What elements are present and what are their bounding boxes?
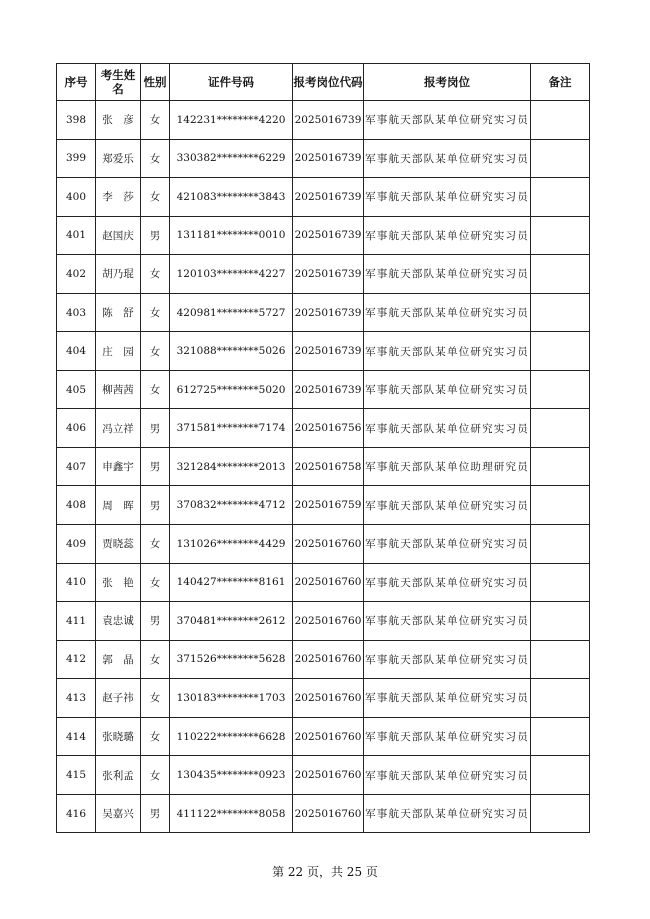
name-cell: 周 晖 — [96, 486, 141, 525]
gender-cell: 男 — [141, 602, 170, 641]
name-cell: 李 莎 — [96, 178, 141, 217]
remarks-cell — [531, 293, 590, 332]
table-row — [57, 756, 590, 795]
gender-cell: 男 — [141, 447, 170, 486]
serial-cell: 402 — [57, 255, 96, 294]
table-header-row — [57, 64, 590, 101]
id-number-cell: 411122********8058 — [170, 794, 293, 833]
serial-cell: 411 — [57, 602, 96, 641]
gender-cell: 男 — [141, 486, 170, 525]
table-row — [57, 370, 590, 409]
table-row — [57, 293, 590, 332]
serial-cell: 399 — [57, 139, 96, 178]
serial-cell: 398 — [57, 101, 96, 140]
id-number-cell: 421083********3843 — [170, 178, 293, 217]
position-code-cell: 2025016760 — [293, 525, 364, 564]
remarks-cell — [531, 447, 590, 486]
gender-cell: 女 — [141, 255, 170, 294]
gender-cell: 女 — [141, 756, 170, 795]
position-code-cell: 2025016739 — [293, 216, 364, 255]
id-number-cell: 120103********4227 — [170, 255, 293, 294]
gender-cell: 男 — [141, 409, 170, 448]
position-cell: 军事航天部队某单位研究实习员 — [364, 525, 531, 564]
id-number-cell: 321088********5026 — [170, 332, 293, 371]
header-position: 报考岗位 — [364, 64, 531, 101]
table-row — [57, 640, 590, 679]
position-code-cell: 2025016760 — [293, 679, 364, 718]
gender-cell: 女 — [141, 640, 170, 679]
serial-cell: 415 — [57, 756, 96, 795]
table-row — [57, 216, 590, 255]
id-number-cell: 371526********5628 — [170, 640, 293, 679]
remarks-cell — [531, 640, 590, 679]
id-number-cell: 131026********4429 — [170, 525, 293, 564]
remarks-cell — [531, 794, 590, 833]
name-cell: 赵国庆 — [96, 216, 141, 255]
name-cell: 吴嘉兴 — [96, 794, 141, 833]
position-code-cell: 2025016758 — [293, 447, 364, 486]
name-cell: 申鑫宇 — [96, 447, 141, 486]
position-code-cell: 2025016760 — [293, 640, 364, 679]
name-cell: 庄 园 — [96, 332, 141, 371]
serial-cell: 401 — [57, 216, 96, 255]
position-cell: 军事航天部队某单位研究实习员 — [364, 756, 531, 795]
table-row — [57, 486, 590, 525]
table-row — [57, 409, 590, 448]
serial-cell: 404 — [57, 332, 96, 371]
remarks-cell — [531, 255, 590, 294]
table-row — [57, 563, 590, 602]
gender-cell: 女 — [141, 717, 170, 756]
name-cell: 郑爱乐 — [96, 139, 141, 178]
id-number-cell: 110222********6628 — [170, 717, 293, 756]
id-number-cell: 321284********2013 — [170, 447, 293, 486]
gender-cell: 女 — [141, 563, 170, 602]
remarks-cell — [531, 370, 590, 409]
remarks-cell — [531, 178, 590, 217]
serial-cell: 413 — [57, 679, 96, 718]
name-cell: 贾晓蕊 — [96, 525, 141, 564]
gender-cell: 女 — [141, 332, 170, 371]
name-cell: 郭 晶 — [96, 640, 141, 679]
table-row — [57, 447, 590, 486]
id-number-cell: 130183********1703 — [170, 679, 293, 718]
position-cell: 军事航天部队某单位研究实习员 — [364, 409, 531, 448]
remarks-cell — [531, 525, 590, 564]
serial-cell: 410 — [57, 563, 96, 602]
page-number: 第 22 页，共 25 页 — [272, 865, 378, 879]
name-cell: 袁忠诚 — [96, 602, 141, 641]
position-code-cell: 2025016739 — [293, 370, 364, 409]
id-number-cell: 371581********7174 — [170, 409, 293, 448]
position-code-cell: 2025016760 — [293, 563, 364, 602]
position-code-cell: 2025016756 — [293, 409, 364, 448]
candidate-table — [56, 63, 590, 833]
id-number-cell: 142231********4220 — [170, 101, 293, 140]
position-cell: 军事航天部队某单位研究实习员 — [364, 255, 531, 294]
table-row — [57, 679, 590, 718]
serial-cell: 408 — [57, 486, 96, 525]
table-row — [57, 525, 590, 564]
position-cell: 军事航天部队某单位研究实习员 — [364, 370, 531, 409]
position-code-cell: 2025016739 — [293, 178, 364, 217]
position-cell: 军事航天部队某单位研究实习员 — [364, 178, 531, 217]
name-cell: 张 彦 — [96, 101, 141, 140]
gender-cell: 女 — [141, 178, 170, 217]
position-cell: 军事航天部队某单位研究实习员 — [364, 139, 531, 178]
id-number-cell: 370481********2612 — [170, 602, 293, 641]
header-name: 考生姓名 — [96, 64, 141, 101]
serial-cell: 412 — [57, 640, 96, 679]
table-row — [57, 332, 590, 371]
remarks-cell — [531, 679, 590, 718]
serial-cell: 406 — [57, 409, 96, 448]
gender-cell: 女 — [141, 525, 170, 564]
header-remarks: 备注 — [531, 64, 590, 101]
table-row — [57, 139, 590, 178]
remarks-cell — [531, 486, 590, 525]
header-position-code: 报考岗位代码 — [293, 64, 364, 101]
position-cell: 军事航天部队某单位研究实习员 — [364, 563, 531, 602]
position-cell: 军事航天部队某单位研究实习员 — [364, 216, 531, 255]
remarks-cell — [531, 332, 590, 371]
gender-cell: 女 — [141, 139, 170, 178]
position-cell: 军事航天部队某单位研究实习员 — [364, 640, 531, 679]
id-number-cell: 130435********0923 — [170, 756, 293, 795]
remarks-cell — [531, 602, 590, 641]
serial-cell: 405 — [57, 370, 96, 409]
table-row — [57, 255, 590, 294]
position-code-cell: 2025016760 — [293, 756, 364, 795]
table-body — [57, 101, 590, 833]
gender-cell: 女 — [141, 293, 170, 332]
position-code-cell: 2025016739 — [293, 293, 364, 332]
serial-cell: 416 — [57, 794, 96, 833]
id-number-cell: 420981********5727 — [170, 293, 293, 332]
serial-cell: 407 — [57, 447, 96, 486]
position-cell: 军事航天部队某单位研究实习员 — [364, 794, 531, 833]
serial-cell: 400 — [57, 178, 96, 217]
gender-cell: 女 — [141, 101, 170, 140]
remarks-cell — [531, 139, 590, 178]
gender-cell: 女 — [141, 679, 170, 718]
remarks-cell — [531, 717, 590, 756]
table-row — [57, 717, 590, 756]
name-cell: 柳茜茜 — [96, 370, 141, 409]
position-code-cell: 2025016759 — [293, 486, 364, 525]
position-cell: 军事航天部队某单位研究实习员 — [364, 717, 531, 756]
position-code-cell: 2025016760 — [293, 794, 364, 833]
serial-cell: 414 — [57, 717, 96, 756]
name-cell: 胡乃琨 — [96, 255, 141, 294]
table-row — [57, 602, 590, 641]
position-code-cell: 2025016739 — [293, 332, 364, 371]
position-code-cell: 2025016760 — [293, 717, 364, 756]
serial-cell: 409 — [57, 525, 96, 564]
id-number-cell: 370832********4712 — [170, 486, 293, 525]
name-cell: 冯立祥 — [96, 409, 141, 448]
remarks-cell — [531, 563, 590, 602]
position-cell: 军事航天部队某单位研究实习员 — [364, 332, 531, 371]
gender-cell: 男 — [141, 216, 170, 255]
position-code-cell: 2025016739 — [293, 101, 364, 140]
remarks-cell — [531, 409, 590, 448]
name-cell: 赵子祎 — [96, 679, 141, 718]
header-id-number: 证件号码 — [170, 64, 293, 101]
remarks-cell — [531, 101, 590, 140]
id-number-cell: 140427********8161 — [170, 563, 293, 602]
gender-cell: 男 — [141, 794, 170, 833]
position-code-cell: 2025016739 — [293, 139, 364, 178]
gender-cell: 女 — [141, 370, 170, 409]
position-code-cell: 2025016760 — [293, 602, 364, 641]
remarks-cell — [531, 216, 590, 255]
position-code-cell: 2025016739 — [293, 255, 364, 294]
serial-cell: 403 — [57, 293, 96, 332]
id-number-cell: 330382********6229 — [170, 139, 293, 178]
id-number-cell: 131181********0010 — [170, 216, 293, 255]
position-cell: 军事航天部队某单位研究实习员 — [364, 679, 531, 718]
name-cell: 张晓璐 — [96, 717, 141, 756]
table-row — [57, 178, 590, 217]
table-row — [57, 794, 590, 833]
table-row — [57, 101, 590, 140]
name-cell: 陈 舒 — [96, 293, 141, 332]
position-cell: 军事航天部队某单位研究实习员 — [364, 293, 531, 332]
position-cell: 军事航天部队某单位助理研究员 — [364, 447, 531, 486]
header-gender: 性别 — [141, 64, 170, 101]
position-cell: 军事航天部队某单位研究实习员 — [364, 602, 531, 641]
remarks-cell — [531, 756, 590, 795]
id-number-cell: 612725********5020 — [170, 370, 293, 409]
header-serial: 序号 — [57, 64, 96, 101]
name-cell: 张 艳 — [96, 563, 141, 602]
position-cell: 军事航天部队某单位研究实习员 — [364, 486, 531, 525]
position-cell: 军事航天部队某单位研究实习员 — [364, 101, 531, 140]
name-cell: 张利孟 — [96, 756, 141, 795]
